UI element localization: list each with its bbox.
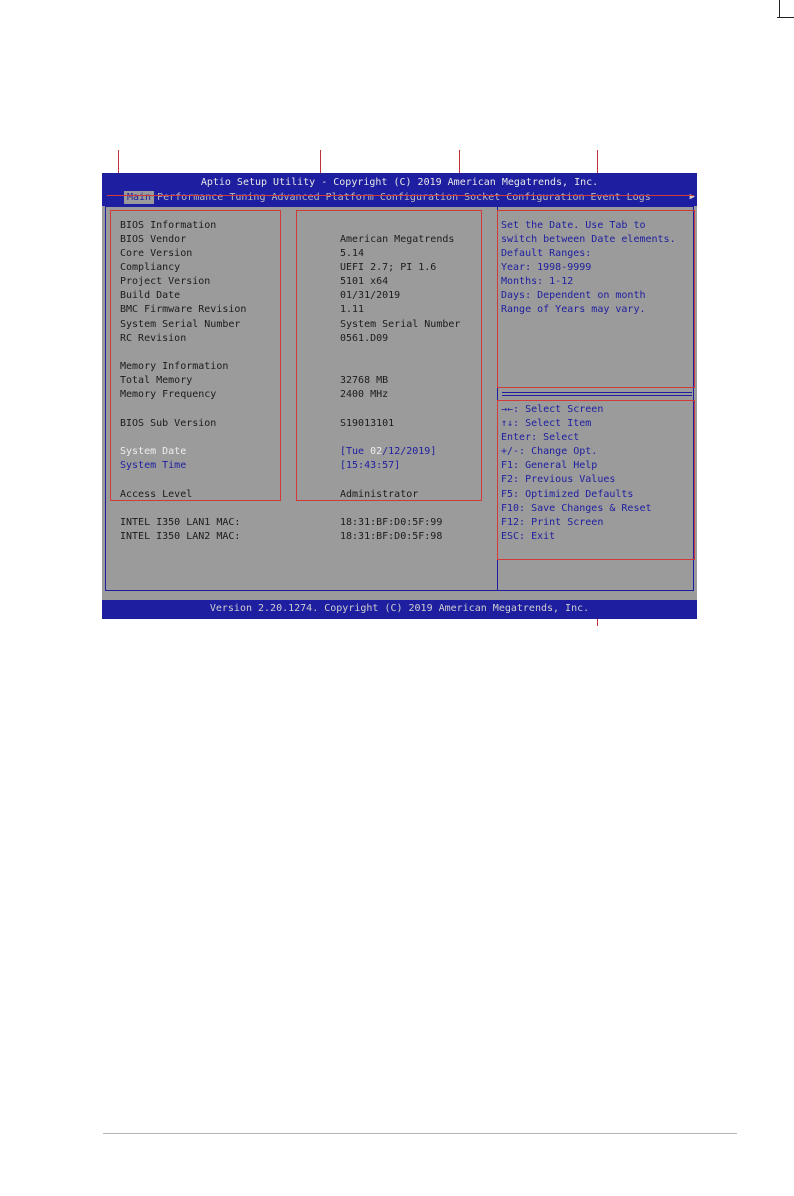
key-help-line: ESC: Exit (501, 531, 556, 542)
row-label: Memory Frequency (120, 389, 217, 400)
row-value: 18:31:BF:D0:5F:99 (340, 517, 443, 528)
tab-advanced[interactable]: Advanced (271, 192, 320, 203)
row-label: BIOS Information (120, 220, 217, 231)
title-text: Aptio Setup Utility - Copyright (C) 2019 American Megatrends, Inc. (200, 177, 599, 188)
row-value: 5101 x64 (340, 276, 389, 287)
system-date-label[interactable]: System Date (120, 446, 187, 457)
row-label: RC Revision (120, 333, 187, 344)
callout-box-help (497, 210, 695, 388)
row-label: BIOS Vendor (120, 234, 187, 245)
key-help-line: Enter: Select (501, 432, 580, 443)
row-value: 1.11 (340, 304, 365, 315)
key-help-line: →←: Select Screen (501, 404, 604, 415)
key-help-line: F12: Print Screen (501, 517, 604, 528)
row-label: Total Memory (120, 375, 193, 386)
version-text: Version 2.20.1274. Copyright (C) 2019 American Megatrends, Inc. (209, 603, 590, 614)
row-label: INTEL I350 LAN1 MAC: (120, 517, 241, 528)
callout-box-labels (110, 210, 281, 501)
row-label: INTEL I350 LAN2 MAC: (120, 531, 241, 542)
row-value: 32768 MB (340, 375, 389, 386)
help-separator (502, 395, 692, 396)
row-value: 01/31/2019 (340, 290, 401, 301)
key-help-line: ↑↓: Select Item (501, 418, 592, 429)
row-label: Core Version (120, 248, 193, 259)
row-label: BMC Firmware Revision (120, 304, 247, 315)
help-line: Year: 1998-9999 (501, 262, 592, 273)
callout-box-menu (107, 195, 694, 205)
key-help-line: F5: Optimized Defaults (501, 489, 634, 500)
row-value: Administrator (340, 489, 419, 500)
tab-main[interactable]: Main (124, 191, 154, 204)
key-help-line: F10: Save Changes & Reset (501, 503, 652, 514)
system-time-value[interactable]: [15:43:57] (340, 460, 401, 471)
help-line: Days: Dependent on month (501, 290, 646, 301)
row-value: 0561.D09 (340, 333, 389, 344)
row-label: Project Version (120, 276, 211, 287)
row-value: UEFI 2.7; PI 1.6 (340, 262, 437, 273)
help-line: Set the Date. Use Tab to (501, 220, 646, 231)
row-value: 5.14 (340, 248, 365, 259)
tab-performance-tuning[interactable]: Performance Tuning (157, 192, 266, 203)
right-triangle-icon[interactable]: ▶ (689, 192, 695, 202)
date-prefix: [Tue (340, 446, 371, 457)
crop-mark-right (777, 17, 794, 18)
date-selected-field[interactable]: 02 (370, 446, 383, 457)
row-value: 18:31:BF:D0:5F:98 (340, 531, 443, 542)
tab-socket-configuration[interactable]: Socket Configuration (464, 192, 585, 203)
help-separator (502, 392, 692, 393)
row-value: American Megatrends (340, 234, 455, 245)
key-help-line: F1: General Help (501, 460, 598, 471)
tab-event-logs[interactable]: Event Logs (590, 192, 651, 203)
date-suffix: /12/2019] (382, 446, 437, 457)
key-help-line: +/-: Change Opt. (501, 446, 598, 457)
footer-rule (103, 1133, 737, 1134)
row-label: Memory Information (120, 361, 229, 372)
status-bar (102, 600, 697, 619)
crop-mark-top (779, 0, 780, 17)
row-value: System Serial Number (340, 319, 461, 330)
row-label: System Serial Number (120, 319, 241, 330)
key-help-line: F2: Previous Values (501, 474, 616, 485)
row-label: Build Date (120, 290, 181, 301)
callout-box-keys (497, 400, 695, 560)
row-label: Access Level (120, 489, 193, 500)
help-line: Default Ranges: (501, 248, 592, 259)
callout-box-values (296, 210, 482, 501)
help-line: switch between Date elements. (501, 234, 676, 245)
help-line: Range of Years may vary. (501, 304, 646, 315)
tab-platform-configuration[interactable]: Platform Configuration (325, 192, 459, 203)
row-label: BIOS Sub Version (120, 418, 217, 429)
row-label: Compliancy (120, 262, 181, 273)
system-time-label[interactable]: System Time (120, 460, 187, 471)
row-value: 2400 MHz (340, 389, 389, 400)
row-value: S19013101 (340, 418, 395, 429)
help-line: Months: 1-12 (501, 276, 574, 287)
